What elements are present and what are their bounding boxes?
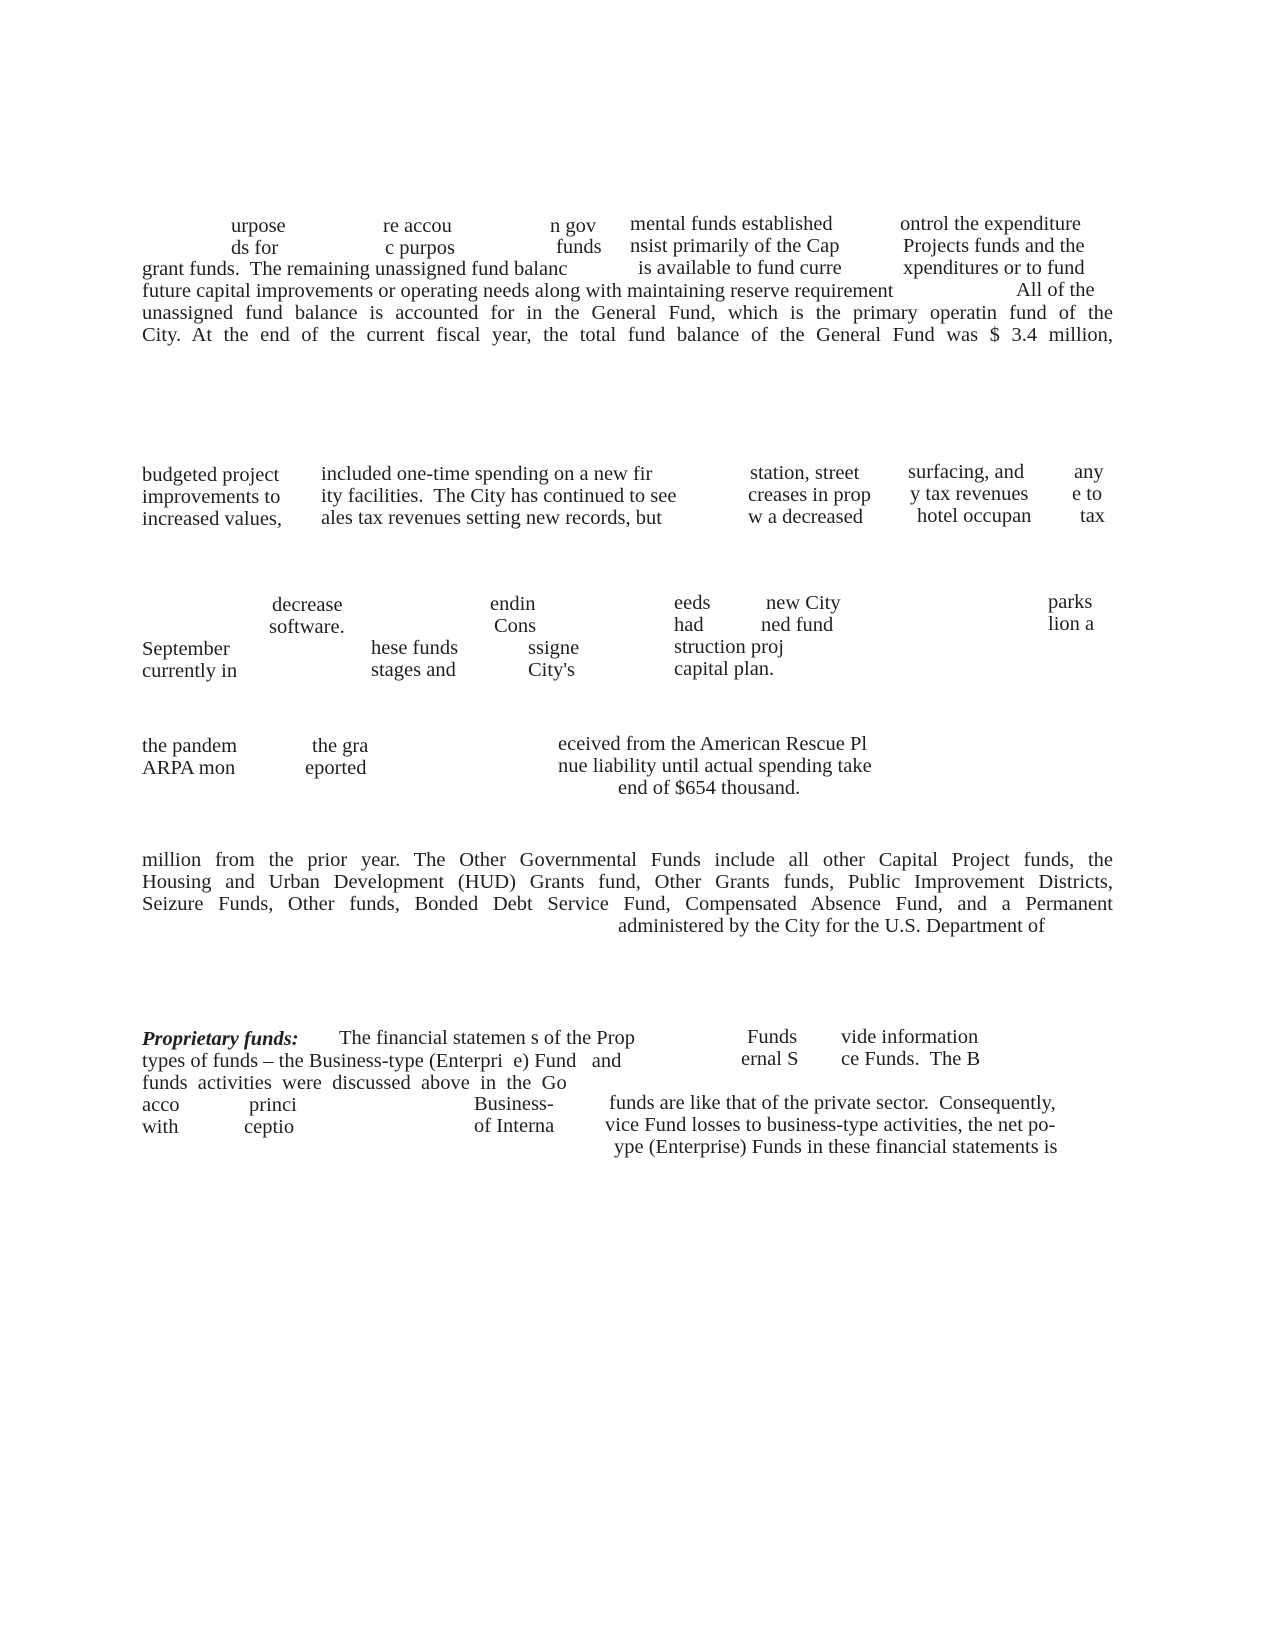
text-fragment: hotel occupan (917, 505, 1032, 527)
text-line: City. At the end of the current fiscal year, the total fund balance of the General Fund was $ 3.4 million, (142, 324, 1113, 346)
text-fragment: ype (Enterprise) Funds in these financial statements is (614, 1136, 1058, 1158)
text-fragment: City's (528, 659, 575, 681)
text-fragment: currently in (142, 660, 238, 682)
text-fragment: y tax revenues (910, 483, 1029, 505)
text-fragment: funds (556, 236, 602, 258)
text-fragment: improvements to (142, 486, 281, 508)
text-line: Seizure Funds, Other funds, Bonded Debt Service Fund, Compensated Absence Fund, and a Permanent (142, 893, 1113, 915)
text-fragment: parks (1048, 591, 1093, 613)
text-fragment: future capital improvements or operating needs along with maintaining reserve requirement (142, 280, 894, 302)
text-fragment: w a decreased (748, 506, 863, 528)
text-fragment: ARPA mon (142, 757, 236, 779)
text-line: million from the prior year. The Other Governmental Funds include all other Capital Project funds, the (142, 849, 1113, 871)
text-fragment: surfacing, and (908, 461, 1025, 483)
text-fragment: with (142, 1116, 179, 1138)
text-fragment: eceived from the American Rescue Pl (558, 733, 868, 755)
text-fragment: All of the (1016, 279, 1095, 301)
text-fragment: capital plan. (674, 658, 775, 680)
text-fragment: the gra (312, 735, 369, 757)
text-fragment: any (1074, 461, 1104, 483)
text-fragment: budgeted project (142, 464, 280, 486)
text-fragment: software. (269, 616, 345, 638)
text-fragment: nsist primarily of the Cap (630, 235, 840, 257)
text-fragment: funds activities were discussed above in the Go (142, 1072, 567, 1094)
text-line: Housing and Urban Development (HUD) Grants fund, Other Grants funds, Public Improvement Districts, (142, 871, 1113, 893)
text-fragment: lion a (1048, 613, 1095, 635)
section-heading: Proprietary funds: (142, 1028, 299, 1050)
text-fragment: princi (249, 1094, 297, 1116)
text-fragment: Cons (494, 615, 537, 637)
text-fragment: ce Funds. The B (841, 1048, 981, 1070)
text-fragment: e to (1072, 483, 1103, 505)
text-fragment: station, street (750, 462, 860, 484)
text-fragment: grant funds. The remaining unassigned fund balanc (142, 258, 568, 280)
text-fragment: stages and (371, 659, 456, 681)
text-fragment: new City (766, 592, 841, 614)
text-fragment: administered by the City for the U.S. Department of (618, 915, 1045, 937)
text-fragment: hese funds (371, 637, 459, 659)
text-fragment: xpenditures or to fund (903, 257, 1085, 279)
text-fragment: creases in prop (748, 484, 871, 506)
text-fragment: funds are like that of the private sector. Consequently, (609, 1092, 1056, 1114)
text-fragment: Funds (747, 1026, 798, 1048)
text-fragment: vide information (841, 1026, 979, 1048)
text-fragment: ernal S (741, 1048, 799, 1070)
text-fragment: ales tax revenues setting new records, but (321, 507, 662, 529)
text-fragment: ity facilities. The City has continued to see (321, 485, 677, 507)
text-fragment: re accou (383, 215, 452, 237)
text-fragment: ceptio (244, 1116, 295, 1138)
text-fragment: decrease (272, 594, 343, 616)
text-fragment: Business- (474, 1093, 554, 1115)
text-fragment: ds for (231, 237, 279, 259)
text-fragment: eeds (674, 592, 711, 614)
text-fragment: included one-time spending on a new fir (321, 463, 653, 485)
text-fragment: c purpos (385, 237, 456, 259)
text-fragment: is available to fund curre (638, 257, 842, 279)
text-fragment: mental funds established (630, 213, 833, 235)
text-fragment: Projects funds and the (903, 235, 1085, 257)
text-fragment: endin (490, 593, 536, 615)
text-fragment: the pandem (142, 735, 238, 757)
text-fragment: tax (1080, 505, 1106, 527)
text-fragment: n gov (550, 215, 597, 237)
text-fragment: of Interna (474, 1115, 555, 1137)
text-fragment: end of $654 thousand. (618, 777, 801, 799)
text-fragment: eported (305, 757, 367, 779)
text-fragment: struction proj (674, 636, 784, 658)
text-fragment: ssigne (528, 637, 580, 659)
text-fragment: ned fund (761, 614, 834, 636)
text-line: unassigned fund balance is accounted for in the General Fund, which is the primary operatin fund of the (142, 302, 1113, 324)
text-fragment: acco (142, 1094, 180, 1116)
text-fragment: urpose (231, 215, 286, 237)
text-fragment: September (142, 638, 230, 660)
text-fragment: The financial statemen s of the Prop (339, 1027, 636, 1049)
text-fragment: ontrol the expenditure (900, 213, 1082, 235)
text-fragment: increased values, (142, 508, 283, 530)
text-fragment: had (674, 614, 704, 636)
text-fragment: types of funds – the Business-type (Enterpri e) Fund and (142, 1050, 622, 1072)
text-fragment: vice Fund losses to business-type activities, the net po- (605, 1114, 1056, 1136)
text-fragment: nue liability until actual spending take (558, 755, 872, 777)
